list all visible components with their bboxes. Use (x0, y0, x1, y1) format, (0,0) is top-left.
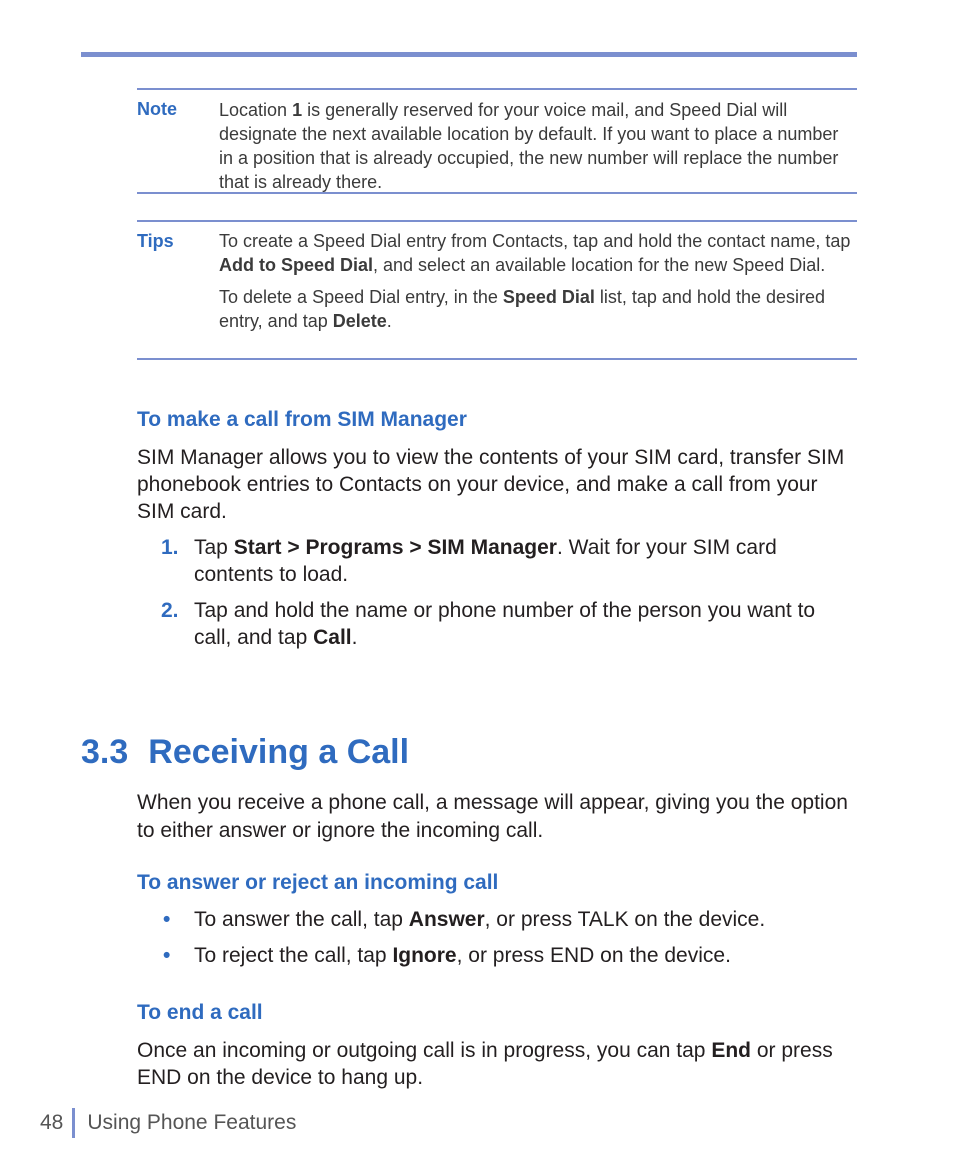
tips-text-2: To delete a Speed Dial entry, in the Speed Dial list, tap and hold the desired entry, and tap Delete. (219, 287, 826, 331)
top-rule (81, 52, 857, 57)
section-title (81, 733, 409, 772)
sim-heading: To make a call from SIM Manager (137, 408, 467, 431)
page-footer (40, 1108, 296, 1138)
footer-divider (72, 1108, 75, 1138)
chapter-name: Using Phone Features (87, 1111, 297, 1134)
page-number: 48 (40, 1111, 64, 1134)
sim-step-1: 1. Tap Start > Programs > SIM Manager. Wait for your SIM card contents to load. (161, 536, 777, 586)
tips-label: Tips (137, 231, 174, 251)
section-title-text: Receiving a Call (148, 733, 410, 771)
answer-bullet-2: • To reject the call, tap Ignore, or press END on the device. (163, 944, 731, 967)
bullet-icon: • (163, 944, 171, 967)
note-label: Note (137, 99, 177, 119)
sim-intro: SIM Manager allows you to view the contents of your SIM card, transfer SIM phonebook entries to Contacts on your device, and make a call from your SIM card. (137, 446, 845, 523)
section-intro: When you receive a phone call, a message will appear, giving you the option to either answer or ignore the incoming call. (137, 791, 848, 842)
tips-box (137, 220, 857, 360)
bullet-icon: • (163, 908, 171, 931)
answer-heading: To answer or reject an incoming call (137, 871, 499, 894)
end-text: Once an incoming or outgoing call is in progress, you can tap End or press END on the device to hang up. (137, 1039, 833, 1089)
step-number: 2. (161, 599, 179, 622)
sim-step-2: 2. Tap and hold the name or phone number of the person you want to call, and tap Call. (161, 599, 816, 649)
section-number: 3.3 (81, 733, 129, 771)
tips-text-1: To create a Speed Dial entry from Contacts, tap and hold the contact name, tap Add to Speed Dial, and select an available location for the new Speed Dial. (219, 231, 851, 275)
step-number: 1. (161, 536, 179, 559)
note-box (137, 88, 857, 194)
note-text: Location 1 is generally reserved for your voice mail, and Speed Dial will designate the next available location by default. If you want to place a number in a position that is already occupied, the new number will replace the number that is already there. (219, 100, 839, 192)
end-heading: To end a call (137, 1001, 263, 1024)
answer-bullet-1: • To answer the call, tap Answer, or press TALK on the device. (163, 908, 766, 931)
